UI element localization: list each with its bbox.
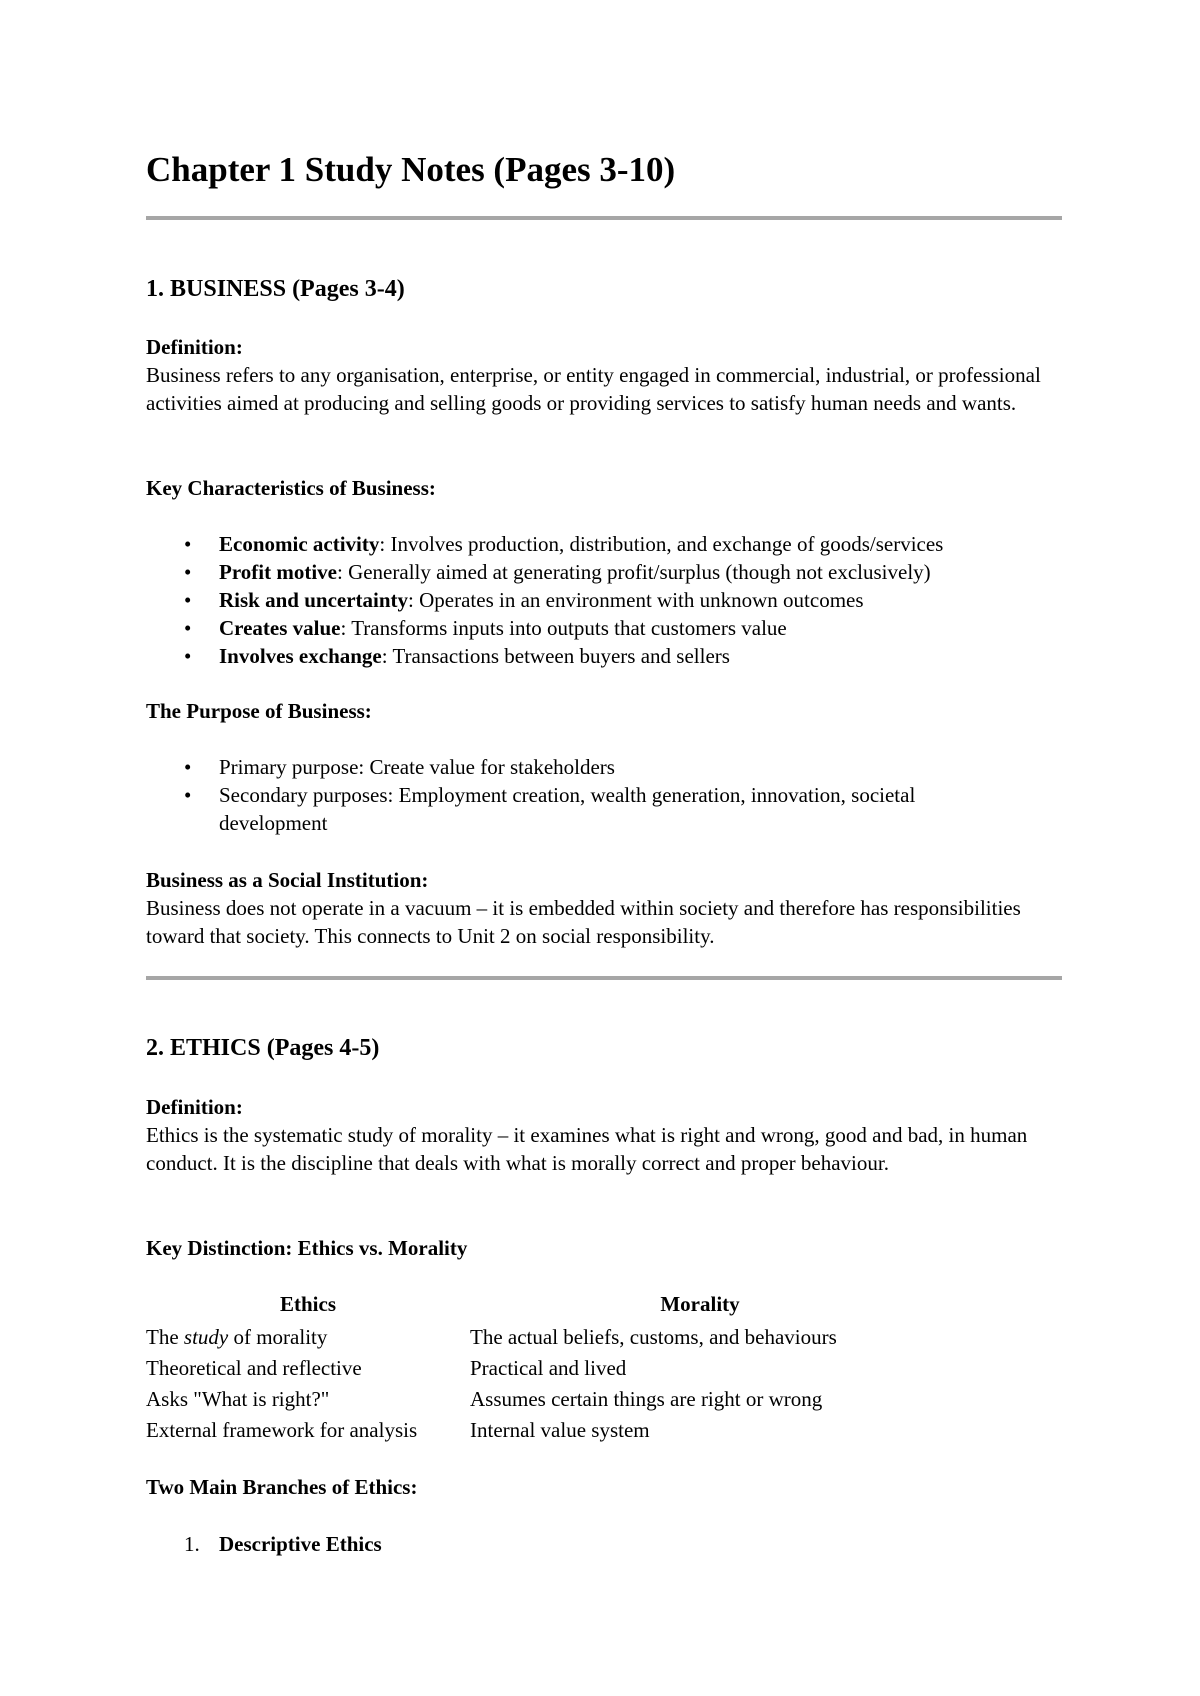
characteristics-label: Key Characteristics of Business: xyxy=(146,476,436,500)
bullet-icon: • xyxy=(184,783,192,807)
list-item-text: : Involves production, distribution, and exchange of goods/services xyxy=(379,532,944,556)
list-item-term: Profit motive xyxy=(219,560,337,584)
table-cell: Practical and lived xyxy=(470,1356,627,1380)
table-row xyxy=(146,1322,930,1353)
table-cell: Asks "What is right?" xyxy=(146,1387,330,1411)
list-item-text: : Generally aimed at generating profit/surplus (though not exclusively) xyxy=(336,560,931,584)
table-row xyxy=(146,1384,930,1415)
table-header-row xyxy=(146,1290,930,1322)
list-item-text: : Operates in an environment with unknown outcomes xyxy=(408,588,864,612)
list-item-text: : Transforms inputs into outputs that customers value xyxy=(340,616,787,640)
bullet-icon: • xyxy=(184,588,192,612)
document-title: Chapter 1 Study Notes (Pages 3-10) xyxy=(146,150,676,189)
list-item xyxy=(146,530,1071,558)
social-institution-label: Business as a Social Institution: xyxy=(146,868,429,892)
section-heading-business: 1. BUSINESS (Pages 3-4) xyxy=(146,276,405,302)
table-cell: The actual beliefs, customs, and behaviours xyxy=(470,1325,837,1349)
branches-list xyxy=(146,1530,382,1558)
list-item-term: Involves exchange xyxy=(219,644,382,668)
purpose-list xyxy=(146,753,1026,837)
list-item-term: Risk and uncertainty xyxy=(219,588,409,612)
table-row xyxy=(146,1415,930,1446)
section-heading-ethics: 2. ETHICS (Pages 4-5) xyxy=(146,1035,380,1061)
definition-label: Definition: xyxy=(146,1095,243,1119)
list-item-term: Creates value xyxy=(219,616,341,640)
ethics-morality-table xyxy=(146,1290,930,1446)
list-item-term: Economic activity xyxy=(219,532,380,556)
list-item-text: : Transactions between buyers and sellers xyxy=(381,644,730,668)
ethics-definition: Ethics is the systematic study of morality – it examines what is right and wrong, good and bad, in human conduct. It is the discipline that deals with what is morally correct and proper behaviour. xyxy=(146,1123,1028,1175)
table-row xyxy=(146,1353,930,1384)
column-header-ethics: Ethics xyxy=(279,1292,336,1316)
table-cell: External framework for analysis xyxy=(146,1418,418,1442)
bullet-icon: • xyxy=(184,644,192,668)
characteristics-list xyxy=(146,530,1071,670)
branches-label: Two Main Branches of Ethics: xyxy=(146,1475,418,1499)
social-institution-text: Business does not operate in a vacuum – it is embedded within society and therefore has responsibilities toward that society. This connects to Unit 2 on social responsibility. xyxy=(146,896,1021,948)
business-definition: Business refers to any organisation, enterprise, or entity engaged in commercial, industrial, or professional activities aimed at producing and selling goods or providing services to satisfy human needs and wants. xyxy=(146,363,1041,415)
bullet-icon: • xyxy=(184,755,192,779)
list-item xyxy=(146,642,1071,670)
bullet-icon: • xyxy=(184,616,192,640)
table-cell: Internal value system xyxy=(470,1418,650,1442)
list-item xyxy=(146,586,1071,614)
list-item-text: Primary purpose: Create value for stakeholders xyxy=(219,755,615,779)
horizontal-rule xyxy=(146,216,1062,220)
list-item-text: Secondary purposes: Employment creation, wealth generation, innovation, societal development xyxy=(219,783,916,835)
list-item xyxy=(146,781,1026,837)
list-item xyxy=(146,558,1071,586)
column-header-morality: Morality xyxy=(660,1292,740,1316)
list-item xyxy=(146,614,1071,642)
list-item xyxy=(146,1530,382,1558)
list-number: 1. xyxy=(184,1532,200,1556)
bullet-icon: • xyxy=(184,560,192,584)
table-cell: Assumes certain things are right or wrong xyxy=(470,1387,823,1411)
list-item-text: Descriptive Ethics xyxy=(219,1532,382,1556)
bullet-icon: • xyxy=(184,532,192,556)
purpose-label: The Purpose of Business: xyxy=(146,699,372,723)
definition-label: Definition: xyxy=(146,335,243,359)
horizontal-rule xyxy=(146,976,1062,980)
table-cell: The study of morality xyxy=(146,1325,328,1349)
list-item xyxy=(146,753,1026,781)
distinction-label: Key Distinction: Ethics vs. Morality xyxy=(146,1236,468,1260)
table-cell: Theoretical and reflective xyxy=(146,1356,362,1380)
